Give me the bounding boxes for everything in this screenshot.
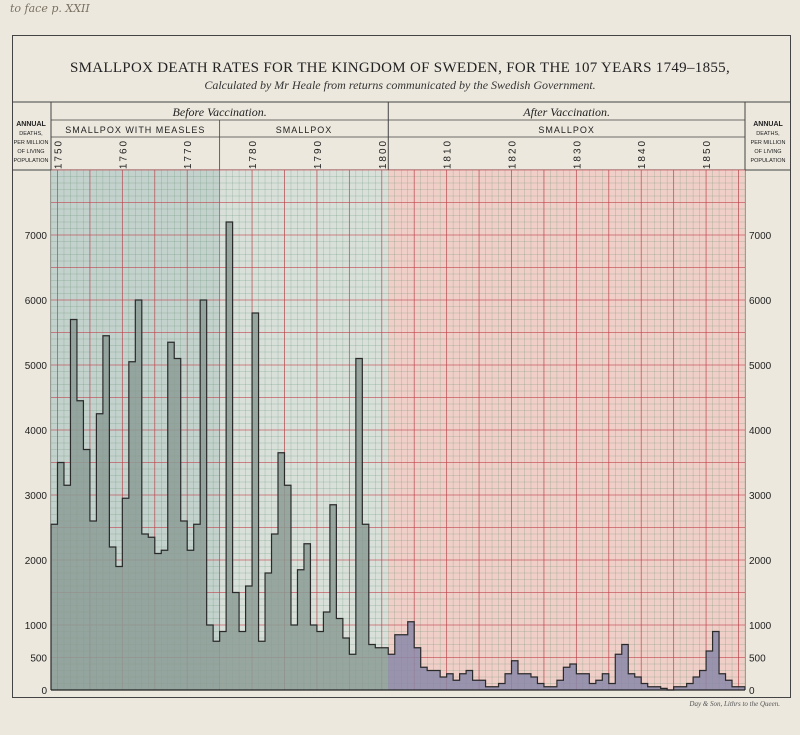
bar-1807: [427, 671, 434, 691]
bar-1848: [693, 677, 700, 690]
bar-1783: [272, 534, 279, 690]
y-tick-right-1000: 1000: [749, 621, 772, 632]
bar-1824: [537, 684, 544, 691]
bar-1750: [57, 463, 64, 691]
bar-1755: [90, 521, 97, 690]
bar-1828: [563, 667, 570, 690]
bar-1852: [719, 674, 726, 690]
bar-1837: [622, 645, 629, 691]
x-tick-1750: 1750: [53, 138, 65, 170]
bar-1771: [194, 524, 201, 690]
bar-1809: [440, 677, 447, 690]
period-header-0: Before Vaccination.: [172, 105, 267, 119]
bar-1772: [200, 300, 207, 690]
bar-1847: [687, 684, 694, 691]
bar-1830: [576, 674, 583, 690]
chart-subtitle: Calculated by Mr Heale from returns communicated by the Swedish Government.: [204, 78, 596, 92]
bar-1832: [589, 684, 596, 691]
x-tick-1770: 1770: [183, 138, 195, 170]
disease-header-2: SMALLPOX: [538, 125, 595, 135]
bar-1810: [447, 674, 454, 690]
y-tick-left-500: 500: [30, 653, 47, 665]
bar-1787: [297, 570, 304, 690]
y-tick-left-1000: 1000: [24, 621, 47, 632]
bar-1774: [213, 641, 220, 690]
period-header-1: After Vaccination.: [523, 105, 610, 119]
y-tick-right-3000: 3000: [749, 491, 772, 502]
bar-1785: [284, 485, 291, 690]
bar-1778: [239, 632, 246, 691]
bar-1758: [109, 547, 116, 690]
bar-1798: [369, 645, 376, 691]
left-side-header-line: POPULATION: [13, 158, 49, 164]
bar-1811: [453, 680, 460, 690]
x-tick-1810: 1810: [442, 138, 454, 170]
bar-1838: [628, 674, 635, 690]
bar-1831: [583, 674, 590, 690]
y-tick-left-2000: 2000: [24, 556, 47, 567]
x-tick-1760: 1760: [118, 138, 130, 170]
y-tick-left-4000: 4000: [24, 426, 47, 437]
y-tick-right-4000: 4000: [749, 426, 772, 437]
right-side-header-line: DEATHS,: [756, 131, 780, 137]
bar-1794: [343, 638, 350, 690]
bar-1800: [382, 648, 389, 690]
bar-1822: [524, 674, 531, 690]
bar-1751: [64, 485, 71, 690]
y-tick-left-5000: 5000: [24, 361, 47, 372]
bar-1808: [434, 671, 441, 691]
y-tick-right-6000: 6000: [749, 296, 772, 307]
bar-1782: [265, 573, 272, 690]
bar-1753: [77, 401, 84, 690]
y-tick-left-6000: 6000: [24, 296, 47, 307]
left-side-header-line: ANNUAL: [16, 121, 46, 128]
bar-1827: [557, 680, 564, 690]
y-tick-right-2000: 2000: [749, 556, 772, 567]
bar-1784: [278, 453, 285, 690]
bar-1820: [512, 661, 519, 690]
bar-1779: [246, 586, 253, 690]
bar-1786: [291, 625, 298, 690]
y-tick-right-500: 500: [749, 653, 766, 665]
bar-1765: [155, 554, 162, 691]
bar-1777: [233, 593, 240, 691]
bar-1792: [330, 505, 337, 690]
y-tick-right-7000: 7000: [749, 231, 772, 242]
disease-header-1: SMALLPOX: [275, 125, 333, 135]
x-tick-1820: 1820: [507, 138, 519, 170]
bar-1754: [83, 450, 90, 691]
bar-1790: [317, 632, 324, 691]
plate-note: to face p. XXII: [10, 2, 90, 15]
bar-1791: [323, 612, 330, 690]
bar-1756: [96, 414, 103, 690]
bar-1806: [421, 667, 428, 690]
bar-1788: [304, 544, 311, 690]
bar-1797: [362, 524, 369, 690]
bar-1764: [148, 537, 155, 690]
y-tick-right-5000: 5000: [749, 361, 772, 372]
bar-1813: [466, 671, 473, 691]
bar-1815: [479, 680, 486, 690]
bar-1850: [706, 651, 713, 690]
chart-title: SMALLPOX DEATH RATES FOR THE KINGDOM OF SWEDEN, FOR THE 107 YEARS 1749–1855,: [69, 60, 731, 76]
bar-1801: [388, 654, 395, 690]
x-tick-1800: 1800: [377, 138, 389, 170]
bar-1834: [602, 674, 609, 690]
right-side-header-line: POPULATION: [750, 158, 786, 164]
bar-1793: [336, 619, 343, 691]
bar-1766: [161, 550, 168, 690]
disease-header-0: SMALLPOX WITH MEASLES: [65, 125, 206, 135]
bar-1849: [700, 671, 707, 691]
bar-1833: [596, 680, 603, 690]
bar-1835: [609, 684, 616, 691]
bar-1789: [310, 625, 317, 690]
right-side-header-line: ANNUAL: [753, 121, 783, 128]
left-side-header-line: PER MILLION: [13, 140, 49, 146]
bar-1767: [168, 342, 175, 690]
bar-1773: [207, 625, 214, 690]
x-tick-1790: 1790: [312, 138, 324, 170]
bar-1853: [726, 680, 733, 690]
x-tick-1840: 1840: [637, 138, 649, 170]
bar-1768: [174, 359, 181, 691]
left-side-header-line: DEATHS,: [19, 131, 43, 137]
bar-1761: [129, 362, 136, 690]
bar-1781: [259, 641, 266, 690]
bar-1851: [713, 632, 720, 691]
x-tick-1830: 1830: [572, 138, 584, 170]
bar-1802: [395, 635, 402, 690]
bar-1799: [375, 648, 382, 690]
bar-1804: [408, 622, 415, 690]
bar-1752: [70, 320, 77, 691]
bar-1775: [220, 632, 227, 691]
bar-1814: [473, 680, 480, 690]
bar-1818: [499, 684, 506, 691]
y-tick-left-7000: 7000: [24, 231, 47, 242]
bar-1840: [641, 684, 648, 691]
bar-1795: [349, 654, 356, 690]
bar-1762: [135, 300, 142, 690]
bar-1812: [460, 674, 467, 690]
printer-imprint: Day & Son, Lithrs to the Queen.: [689, 700, 780, 708]
bar-1769: [181, 521, 188, 690]
bar-1780: [252, 313, 259, 690]
bar-1821: [518, 674, 525, 690]
bar-1759: [116, 567, 123, 691]
bar-1823: [531, 677, 538, 690]
bar-1819: [505, 674, 512, 690]
right-side-header-line: OF LIVING: [754, 149, 782, 155]
left-side-header-line: OF LIVING: [17, 149, 45, 155]
bar-1836: [615, 654, 622, 690]
bar-1803: [401, 635, 408, 690]
bar-1839: [635, 677, 642, 690]
bar-1829: [570, 664, 577, 690]
bar-1749: [51, 524, 58, 690]
y-tick-left-0: 0: [41, 686, 47, 697]
bar-1776: [226, 222, 233, 690]
right-side-header-line: PER MILLION: [750, 140, 786, 146]
bar-1757: [103, 336, 110, 690]
bar-1796: [356, 359, 363, 691]
x-tick-1780: 1780: [248, 138, 260, 170]
bar-1760: [122, 498, 129, 690]
bar-1805: [414, 648, 421, 690]
bar-1763: [142, 534, 149, 690]
bar-1770: [187, 550, 194, 690]
y-tick-right-0: 0: [749, 686, 755, 697]
y-tick-left-3000: 3000: [24, 491, 47, 502]
x-tick-1850: 1850: [702, 138, 714, 170]
